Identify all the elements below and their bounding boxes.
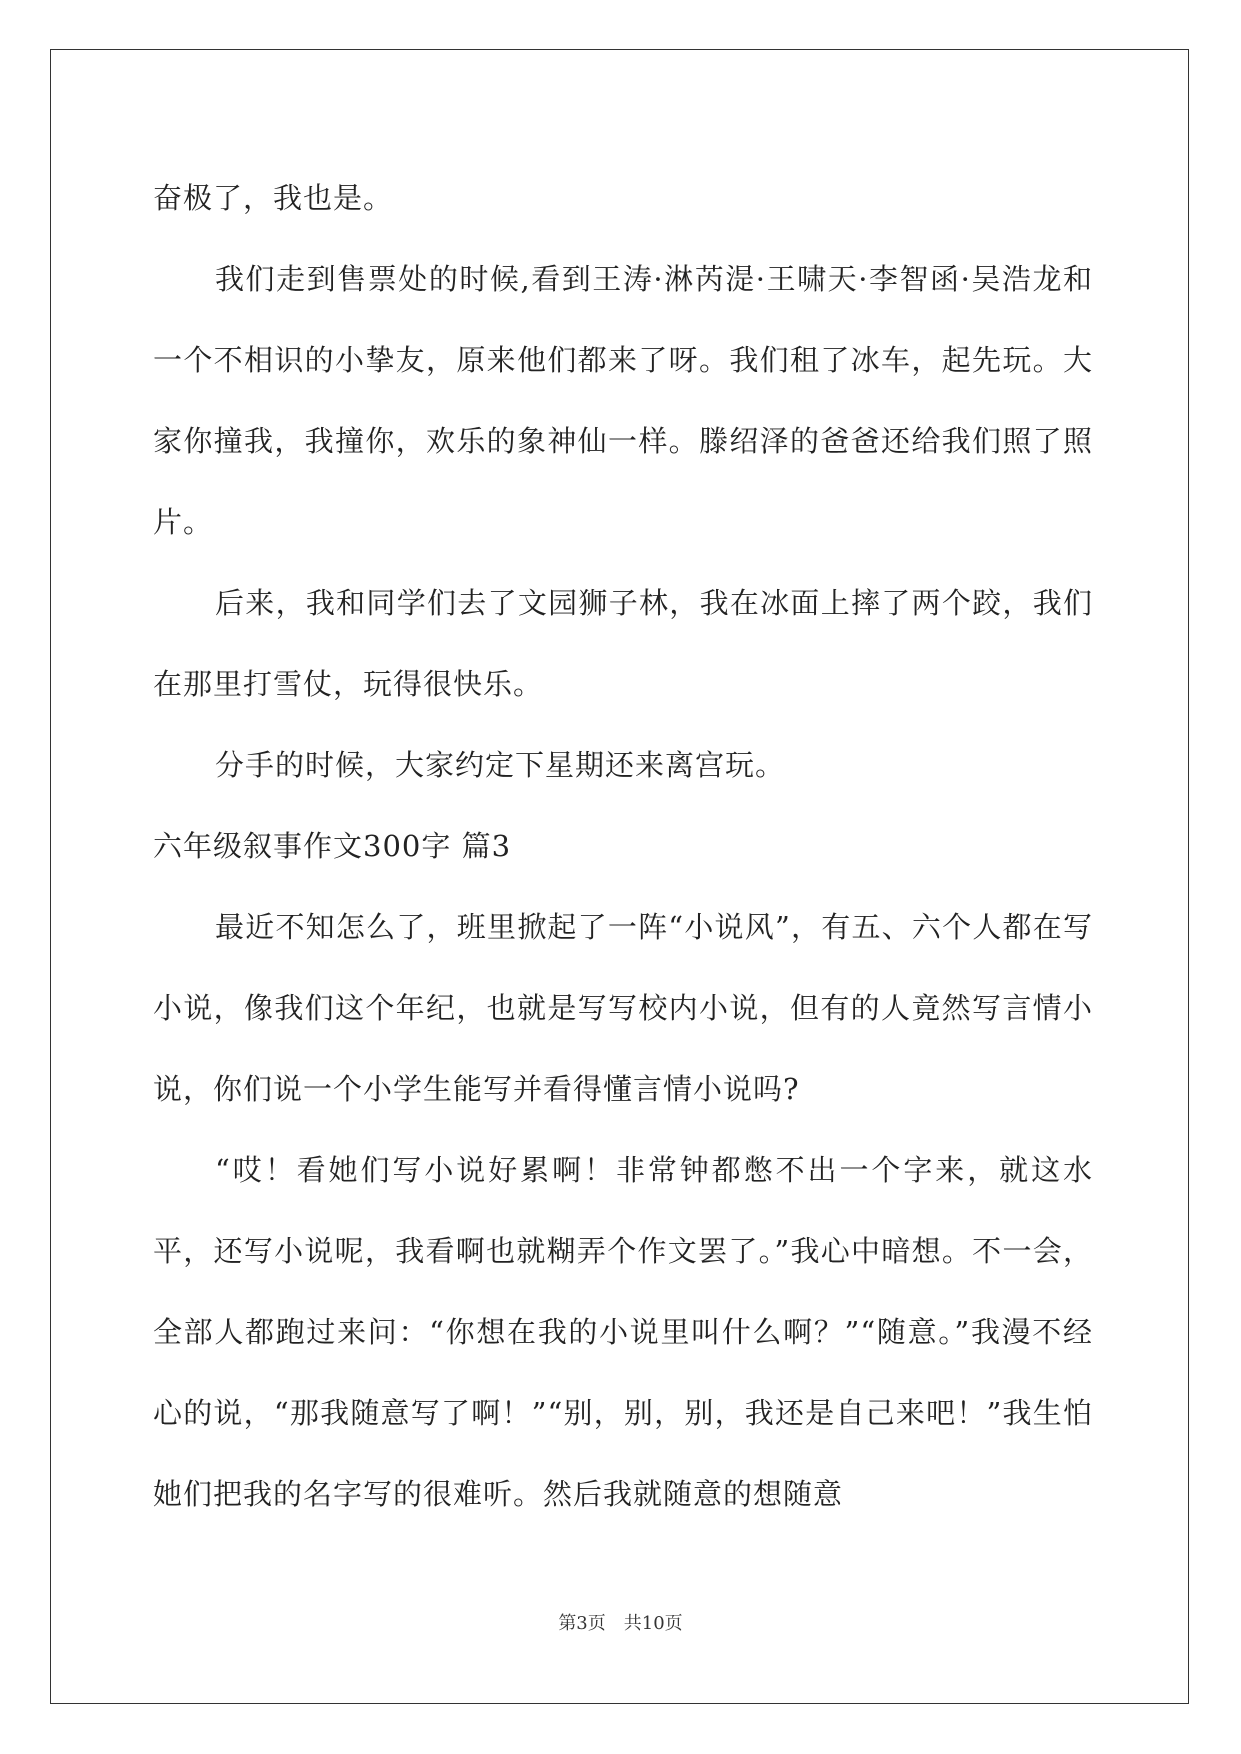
document-body — [153, 158, 1093, 1535]
paragraph-5: 最近不知怎么了，班里掀起了一阵“小说风”，有五、六个人都在写小说，像我们这个年纪，也就是写写校内小说，但有的人竟然写言情小说，你们说一个小学生能写并看得懂言情小说吗? — [153, 910, 1093, 1106]
total-pages: 共10页 — [623, 1613, 683, 1634]
page-footer — [0, 1609, 1241, 1635]
paragraph-4: 分手的时候，大家约定下星期还来离宫玩。 — [215, 748, 786, 782]
page-number: 第3页 — [558, 1613, 606, 1634]
paragraph-2: 我们走到售票处的时候,看到王涛·淋芮湜·王啸天·李智函·吴浩龙和一个不相识的小挚友，原来他们都来了呀。我们租了冰车，起先玩。大家你撞我，我撞你，欢乐的象神仙一样。滕绍泽的爸爸还给我们照了照片。 — [153, 262, 1093, 539]
paragraph-3: 后来，我和同学们去了文园狮子林，我在冰面上摔了两个跤，我们在那里打雪仗，玩得很快乐。 — [153, 586, 1093, 701]
section-heading: 六年级叙事作文300字 篇3 — [153, 829, 512, 863]
paragraph-1: 奋极了，我也是。 — [153, 181, 394, 215]
paragraph-6: “哎！看她们写小说好累啊！非常钟都憋不出一个字来，就这水平，还写小说呢，我看啊也就糊弄个作文罢了。”我心中暗想。不一会，全部人都跑过来问：“你想在我的小说里叫什么啊？”“随意。”我漫不经心的说，“那我随意写了啊！”“别，别，别，我还是自己来吧！”我生怕她们把我的名字写的很难听。然后我就随意的想随意 — [153, 1153, 1093, 1511]
